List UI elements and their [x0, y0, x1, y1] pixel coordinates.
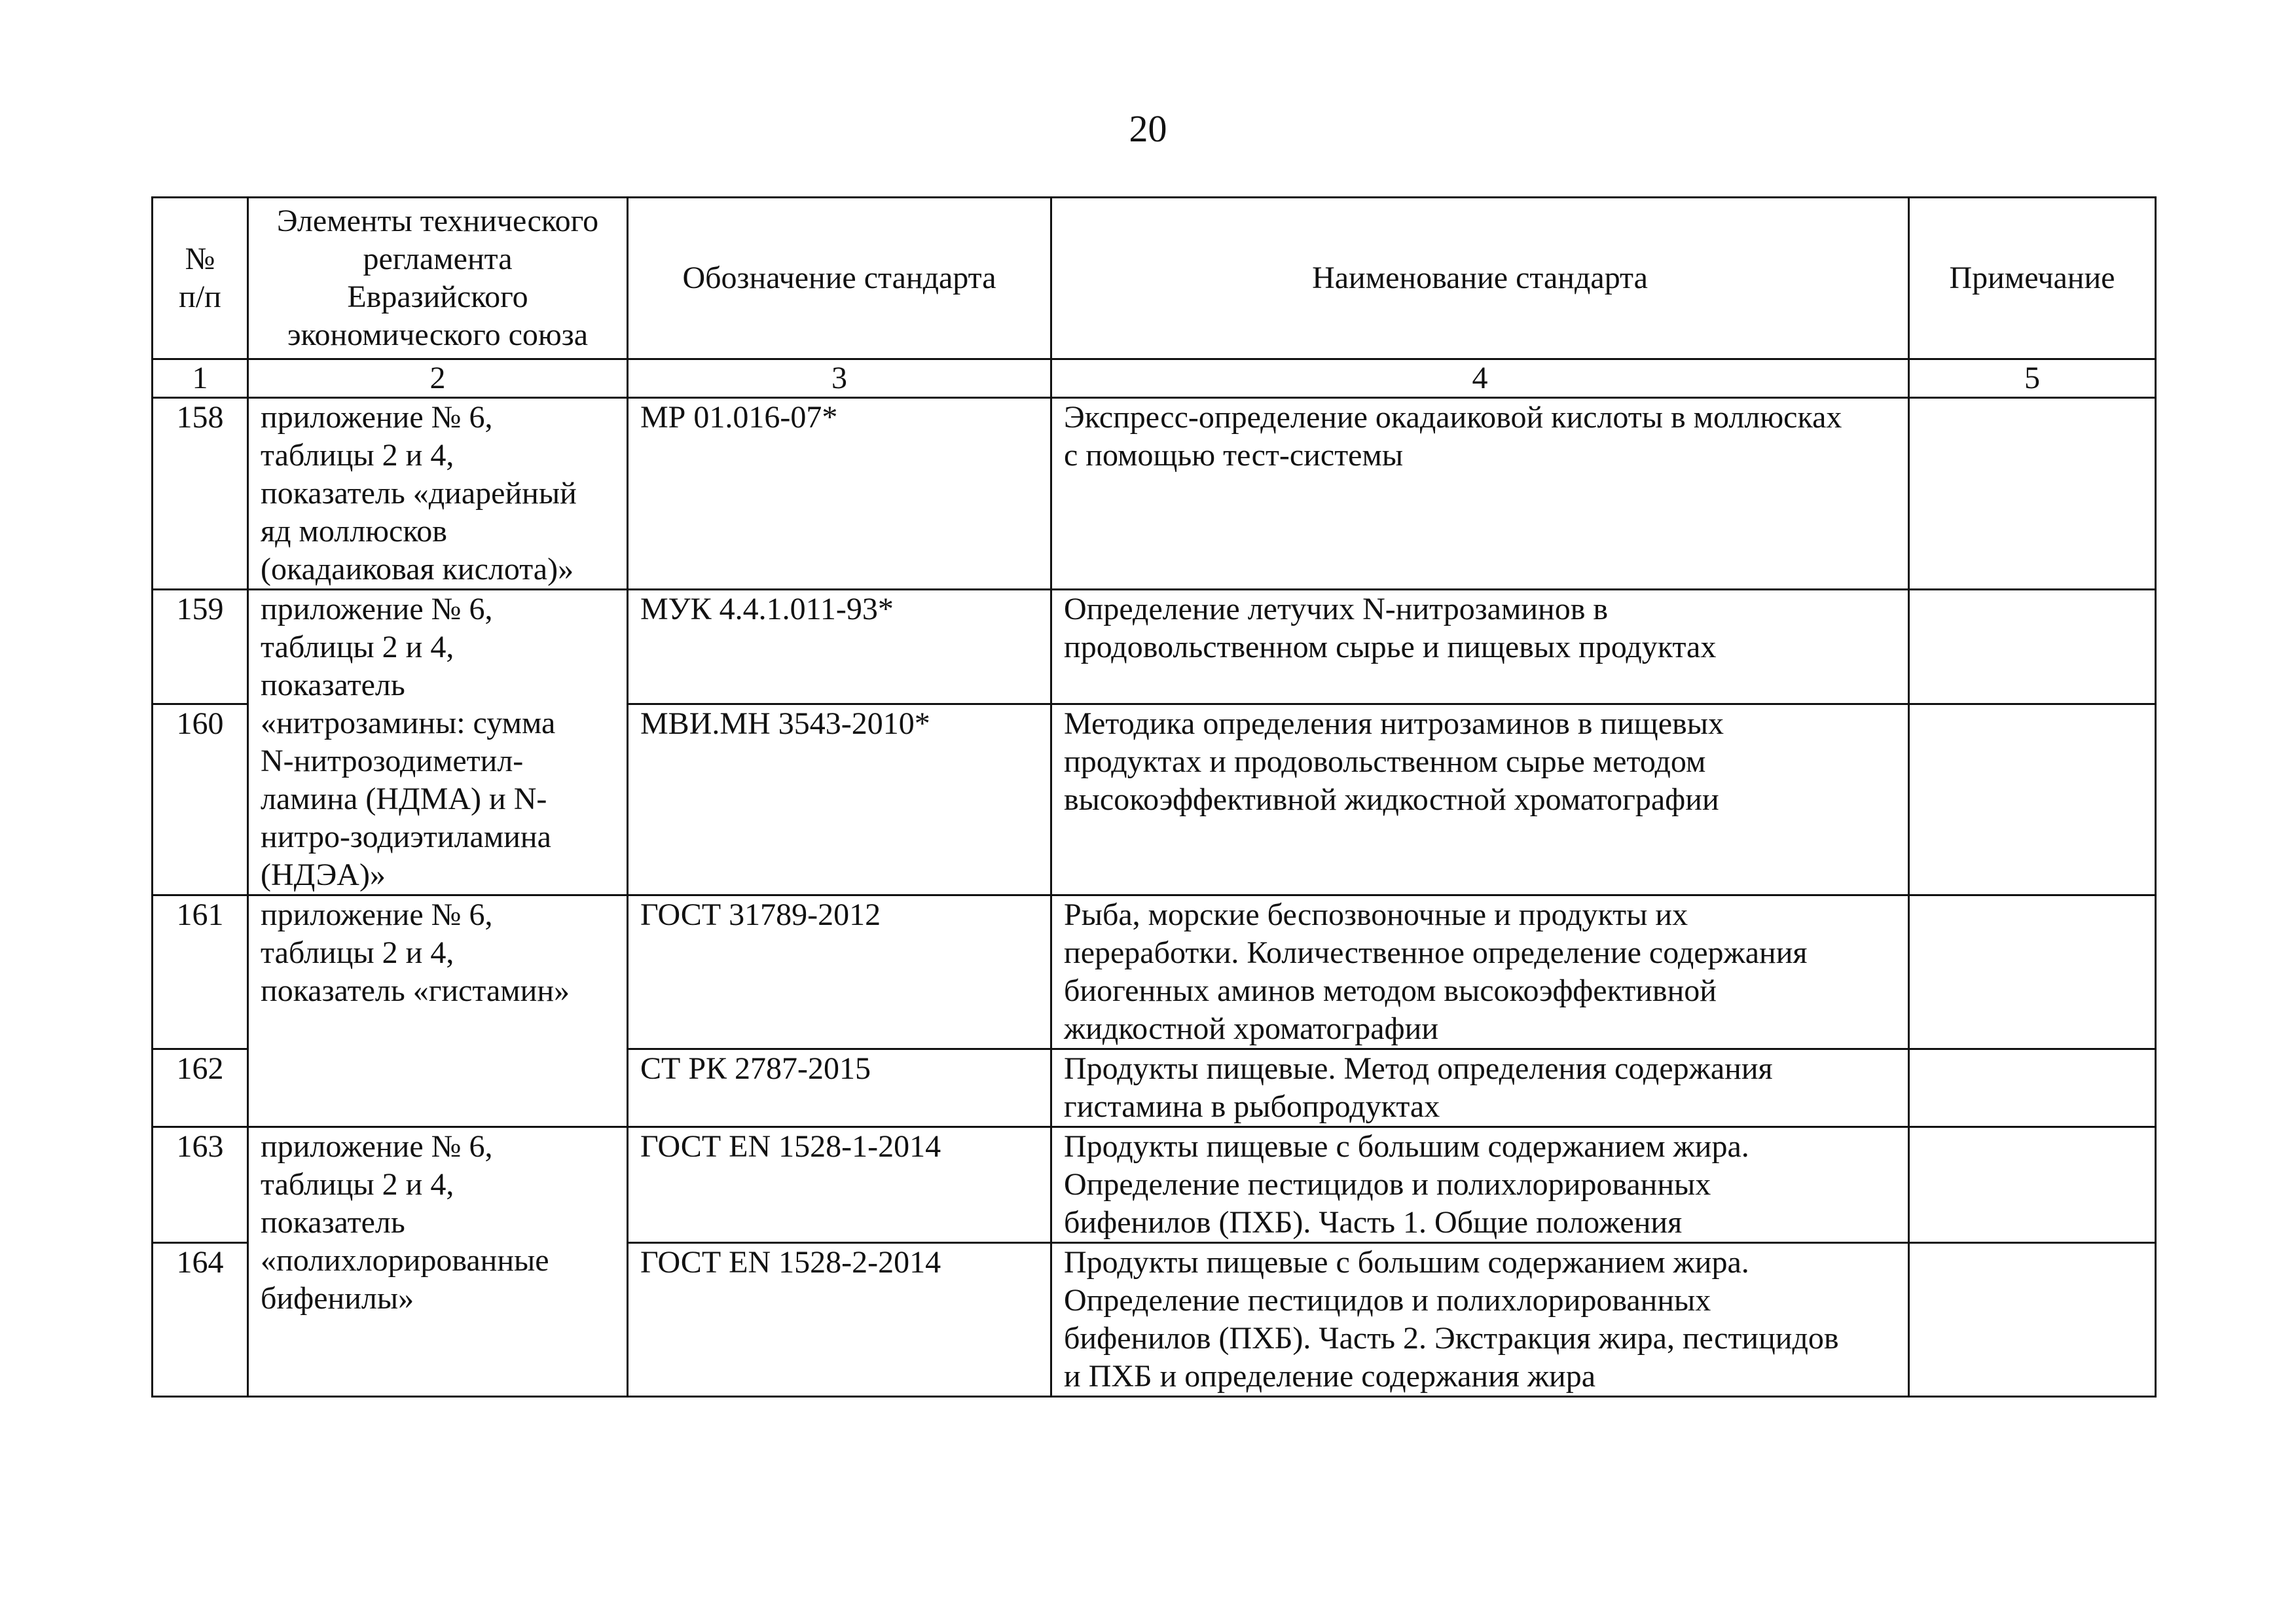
regulation-element: приложение № 6, таблицы 2 и 4, показатель «полихлорированные бифенилы»	[248, 1127, 628, 1397]
note-cell	[1909, 398, 2156, 590]
note-cell	[1909, 704, 2156, 895]
column-number: 1	[153, 359, 248, 398]
standard-name: Рыба, морские беспозвоночные и продукты их переработки. Количественное определение содержания биогенных аминов методом высокоэффективной жидкостной хроматографии	[1051, 895, 1909, 1049]
standard-name: Методика определения нитрозаминов в пищевых продуктах и продовольственном сырье методом высокоэффективной жидкостной хроматографии	[1051, 704, 1909, 895]
note-cell	[1909, 1049, 2156, 1127]
standard-name: Продукты пищевые с большим содержанием жира. Определение пестицидов и полихлорированных бифенилов (ПХБ). Часть 2. Экстракция жира, пестицидов и ПХБ и определение содержания жира	[1051, 1243, 1909, 1397]
column-number: 4	[1051, 359, 1909, 398]
row-number: 160	[153, 704, 248, 895]
standard-name: Продукты пищевые. Метод определения содержания гистамина в рыбопродуктах	[1051, 1049, 1909, 1127]
standard-designation: МР 01.016-07*	[628, 398, 1051, 590]
table-header-row	[153, 198, 2156, 359]
standard-designation: ГОСТ EN 1528-1-2014	[628, 1127, 1051, 1243]
page-number: 20	[1129, 107, 1167, 150]
row-number: 158	[153, 398, 248, 590]
standard-designation: СТ РК 2787-2015	[628, 1049, 1051, 1127]
row-number: 164	[153, 1243, 248, 1397]
column-number-row	[153, 359, 2156, 398]
standard-designation: ГОСТ 31789-2012	[628, 895, 1051, 1049]
header-regulation-element: Элементы технического регламента Евразийского экономического союза	[248, 198, 628, 359]
table-row	[153, 895, 2156, 1049]
table-row	[153, 1127, 2156, 1243]
standard-designation: МВИ.МН 3543-2010*	[628, 704, 1051, 895]
row-number: 161	[153, 895, 248, 1049]
standard-designation: ГОСТ EN 1528-2-2014	[628, 1243, 1051, 1397]
column-number: 5	[1909, 359, 2156, 398]
table-row	[153, 590, 2156, 704]
standard-name: Определение летучих N-нитрозаминов в продовольственном сырье и пищевых продуктах	[1051, 590, 1909, 704]
header-number: № п/п	[153, 198, 248, 359]
standards-table	[151, 196, 2157, 1398]
regulation-element: приложение № 6, таблицы 2 и 4, показатель «гистамин»	[248, 895, 628, 1127]
standard-name: Экспресс-определение окадаиковой кислоты в моллюсках с помощью тест-системы	[1051, 398, 1909, 590]
standard-designation: МУК 4.4.1.011-93*	[628, 590, 1051, 704]
note-cell	[1909, 590, 2156, 704]
header-standard-designation: Обозначение стандарта	[628, 198, 1051, 359]
row-number: 163	[153, 1127, 248, 1243]
regulation-element: приложение № 6, таблицы 2 и 4, показатель «диарейный яд моллюсков (окадаиковая кислота)»	[248, 398, 628, 590]
header-note: Примечание	[1909, 198, 2156, 359]
column-number: 2	[248, 359, 628, 398]
row-number: 162	[153, 1049, 248, 1127]
column-number: 3	[628, 359, 1051, 398]
standard-name: Продукты пищевые с большим содержанием жира. Определение пестицидов и полихлорированных бифенилов (ПХБ). Часть 1. Общие положения	[1051, 1127, 1909, 1243]
regulation-element: приложение № 6, таблицы 2 и 4, показатель «нитрозамины: сумма N-нитрозодиметил- ламина (НДМА) и N- нитро-зодиэтиламина (НДЭА)»	[248, 590, 628, 895]
note-cell	[1909, 895, 2156, 1049]
note-cell	[1909, 1127, 2156, 1243]
row-number: 159	[153, 590, 248, 704]
header-standard-name: Наименование стандарта	[1051, 198, 1909, 359]
table-row	[153, 398, 2156, 590]
note-cell	[1909, 1243, 2156, 1397]
